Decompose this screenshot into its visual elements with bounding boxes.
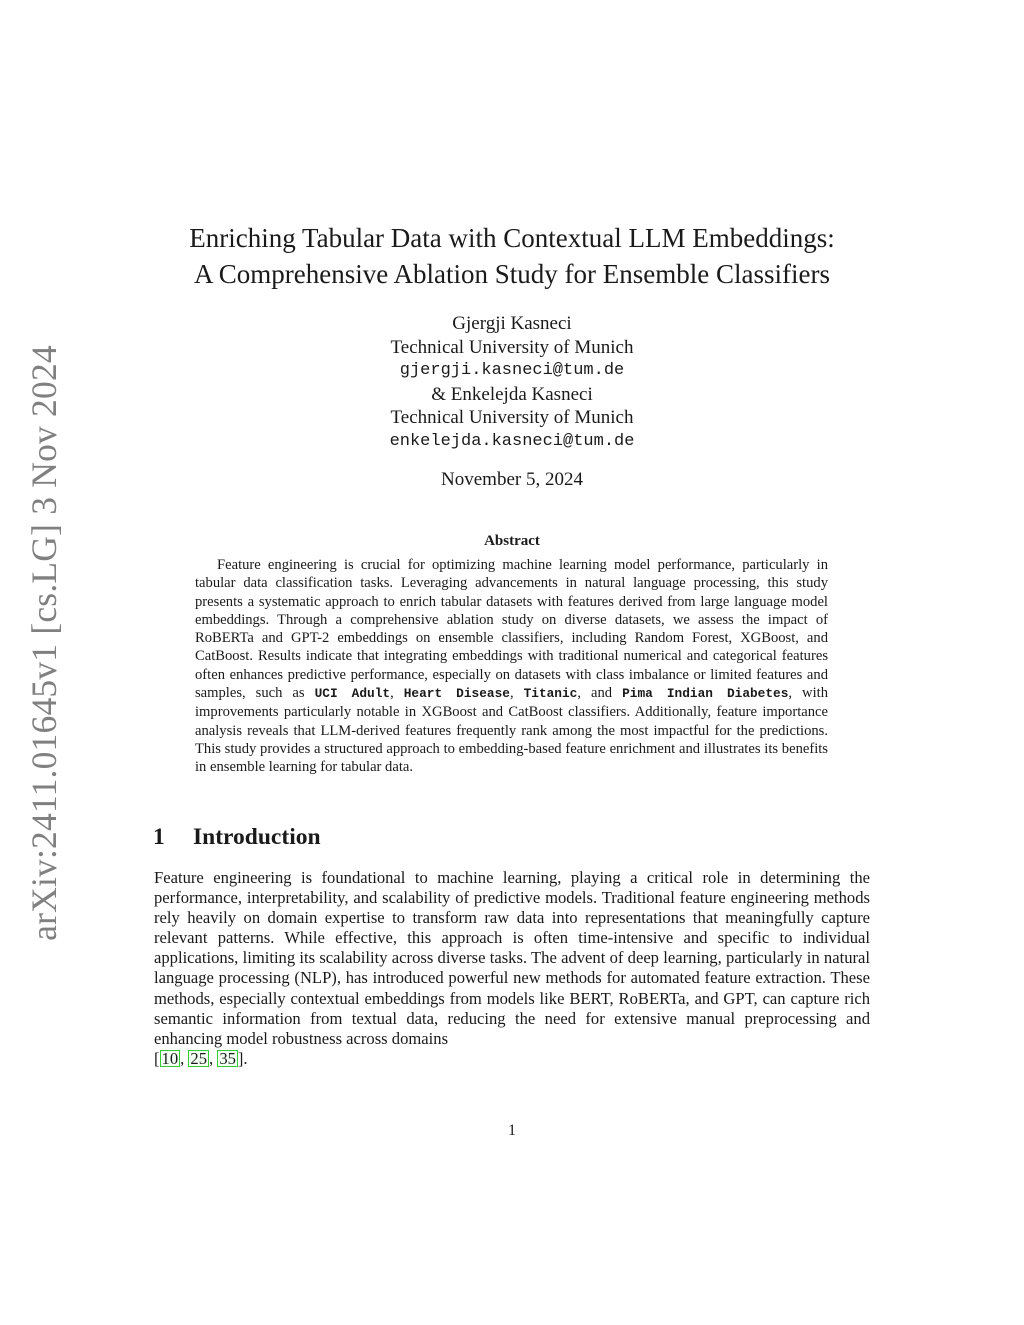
author-block xyxy=(154,312,870,453)
author-affiliation: Technical University of Munich xyxy=(390,407,634,428)
arxiv-identifier-stamp: arXiv:2411.01645v1 [cs.LG] 3 Nov 2024 xyxy=(24,345,64,941)
introduction-paragraph xyxy=(154,868,870,1069)
author-name: & Enkelejda Kasneci xyxy=(431,383,593,405)
author-affiliation: Technical University of Munich xyxy=(390,336,634,358)
citation-separator: , xyxy=(209,1048,218,1068)
citation-link[interactable]: 35 xyxy=(219,1048,236,1068)
abstract-heading: Abstract xyxy=(484,533,540,549)
title-line-2: A Comprehensive Ablation Study for Ensemble Classifiers xyxy=(194,259,830,289)
title-line-1: Enriching Tabular Data with Contextual LLM Embeddings: xyxy=(189,223,835,253)
citation-link[interactable]: 10 xyxy=(161,1048,179,1068)
author-email[interactable]: gjergji.kasneci@tum.de xyxy=(399,361,625,380)
page-number: 1 xyxy=(508,1122,516,1139)
abstract-text-part-2: , with improvements particularly notable in XGBoost and CatBoost classifiers. Additionally, feature importance analysis reveals that LLM-derived features frequently rank among the most impactful for the predictions. This study provides a structured approach to embedding-based feature enrichment and illustrates its benefits in ensemble learning for tabular data. xyxy=(195,685,829,776)
section-number: 1 xyxy=(153,824,165,850)
section-title: Introduction xyxy=(193,824,321,850)
citation-link[interactable]: 25 xyxy=(190,1048,208,1068)
section-heading xyxy=(153,824,321,851)
author-email[interactable]: enkelejda.kasneci@tum.de xyxy=(389,431,635,451)
abstract-separator: , xyxy=(509,685,524,702)
introduction-text: Feature engineering is foundational to machine learning, playing a critical role in determining the performance, interpretability, and scalability of predictive models. Traditional feature engineering methods rely heavily on domain expertise to transform raw data into representations that meaningfully capture relevant patterns. While effective, this approach is often time-intensive and specific to individual applications, limiting its scalability across diverse tasks. The advent of deep learning, particularly in natural language processing (NLP), has introduced powerful new methods for automated feature extraction. These methods, especially contextual embeddings from models like BERT, RoBERTa, and GPT, can capture rich semantic information from textual data, reducing the need for extensive manual preprocessing and enhancing model robustness across domains xyxy=(154,868,870,1048)
citation-open-bracket: [ xyxy=(154,1048,160,1068)
abstract-text xyxy=(195,556,828,777)
dataset-name-titanic: Titanic xyxy=(523,686,578,702)
paper-date: November 5, 2024 xyxy=(441,469,583,490)
dataset-name-heart-disease: Heart Disease xyxy=(403,686,510,702)
abstract-separator: , xyxy=(390,685,404,702)
author-name: Gjergji Kasneci xyxy=(452,313,572,334)
paper-title xyxy=(154,220,870,292)
citation-close-bracket: ]. xyxy=(237,1048,248,1068)
dataset-name-uci-adult: UCI Adult xyxy=(314,686,391,702)
abstract-separator: , and xyxy=(577,685,623,702)
dataset-name-pima-indian-diabetes: Pima Indian Diabetes xyxy=(622,686,789,702)
abstract-text-part-1: Feature engineering is crucial for optimizing machine learning model performance, particularly in tabular data classification tasks. Leveraging advancements in natural language processing, this study presents a systematic approach to enrich tabular datasets with features derived from large language model embeddings. Through a comprehensive ablation study on diverse datasets, we assess the impact of RoBERTa and GPT-2 embeddings on ensemble classifiers, including Random Forest, XGBoost, and CatBoost. Results indicate that integrating embeddings with traditional numerical and categorical features often enhances predictive performance, especially on datasets with class imbalance or limited features and samples, such as xyxy=(195,557,828,702)
citation-separator: , xyxy=(180,1048,189,1068)
